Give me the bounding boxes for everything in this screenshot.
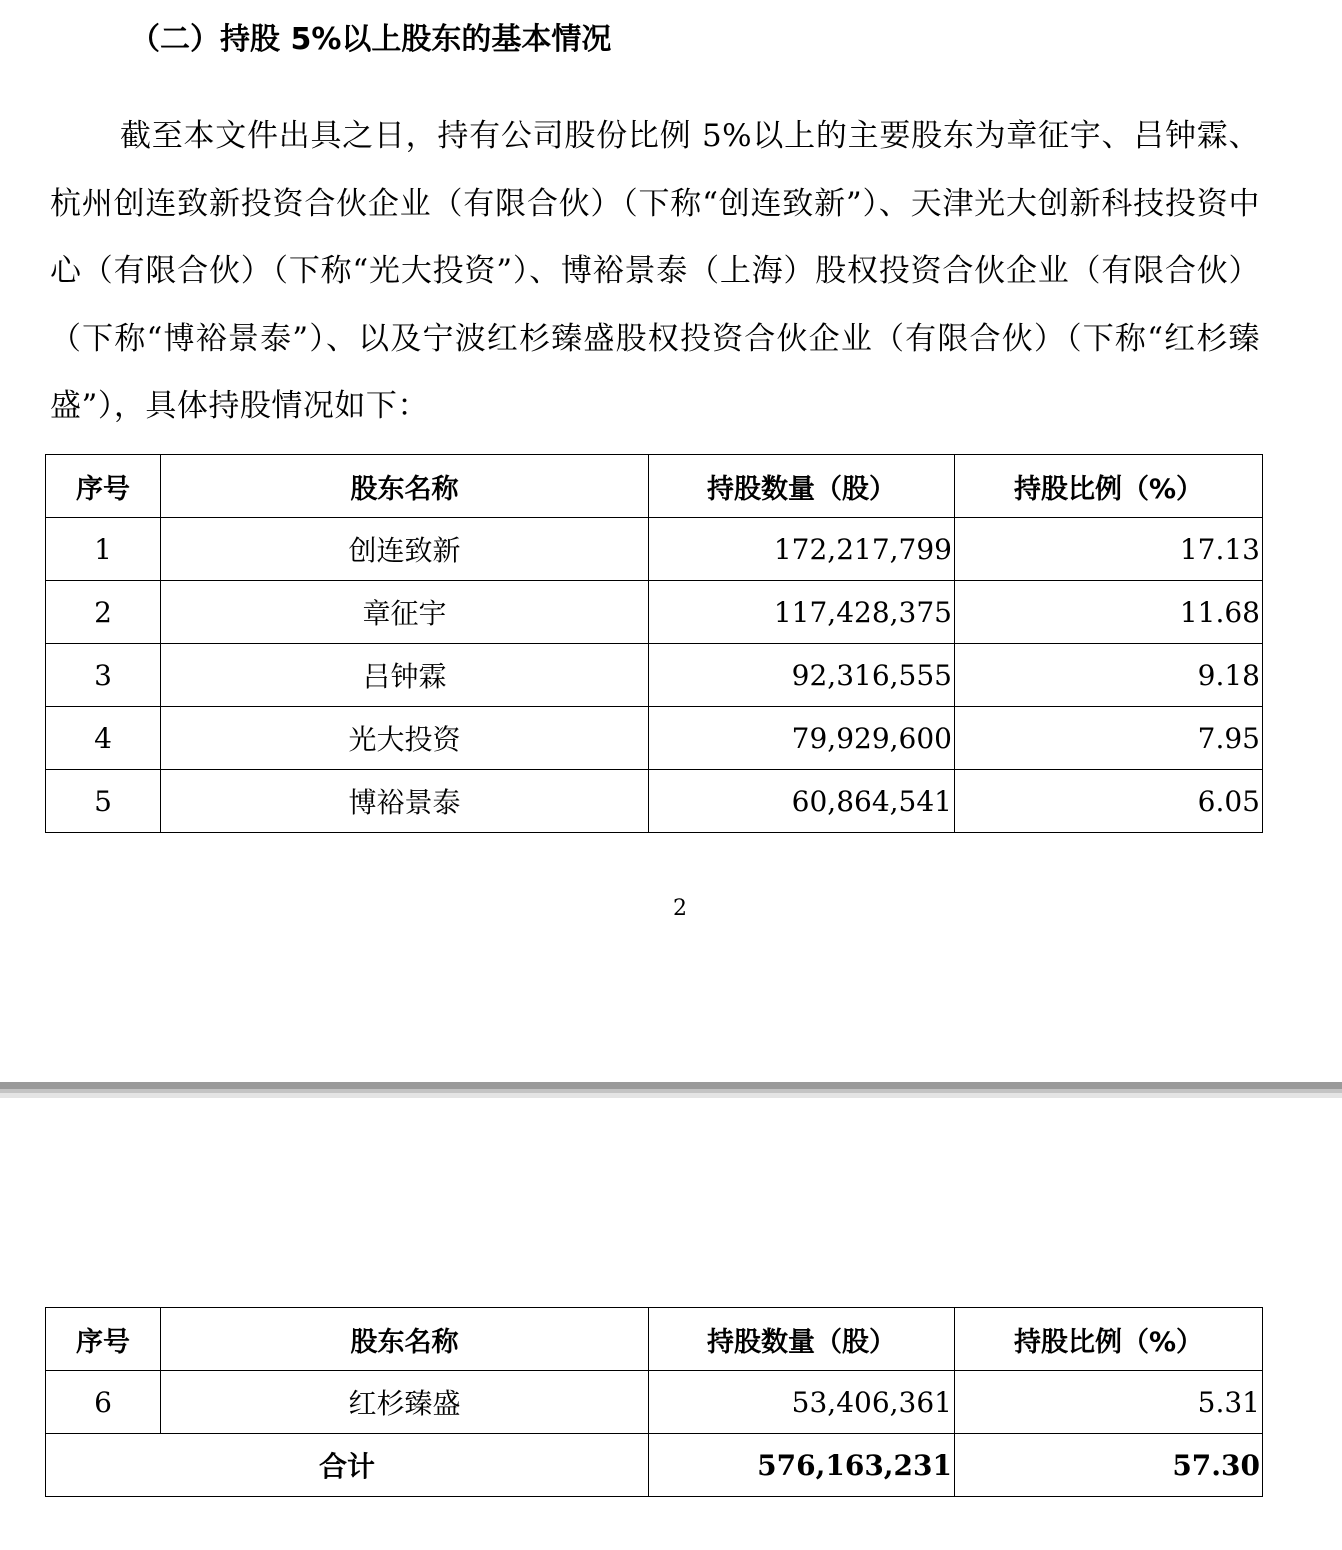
row-name: 吕钟霖 — [161, 644, 649, 707]
table-total-row — [46, 1434, 1263, 1497]
header-ratio: 持股比例（%） — [955, 455, 1263, 518]
total-shares: 576,163,231 — [649, 1434, 955, 1497]
table-row — [46, 581, 1263, 644]
header-name: 股东名称 — [161, 455, 649, 518]
row-no: 5 — [46, 770, 161, 833]
row-shares: 60,864,541 — [649, 770, 955, 833]
row-ratio: 6.05 — [955, 770, 1263, 833]
header-shares: 持股数量（股） — [649, 455, 955, 518]
row-no: 2 — [46, 581, 161, 644]
row-ratio: 17.13 — [955, 518, 1263, 581]
table-row — [46, 644, 1263, 707]
table-row — [46, 707, 1263, 770]
header-shares: 持股数量（股） — [649, 1308, 955, 1371]
row-ratio: 7.95 — [955, 707, 1263, 770]
row-no: 6 — [46, 1371, 161, 1434]
section-heading: （二）持股 5%以上股东的基本情况 — [130, 22, 612, 57]
row-ratio: 11.68 — [955, 581, 1263, 644]
row-name: 红杉臻盛 — [161, 1371, 649, 1434]
row-name: 创连致新 — [161, 518, 649, 581]
header-no: 序号 — [46, 455, 161, 518]
page-break-divider — [0, 1082, 1342, 1098]
table-header-row — [46, 1308, 1263, 1371]
row-shares: 92,316,555 — [649, 644, 955, 707]
header-name: 股东名称 — [161, 1308, 649, 1371]
table-header-row — [46, 455, 1263, 518]
total-label: 合计 — [46, 1434, 649, 1497]
intro-paragraph: 截至本文件出具之日，持有公司股份比例 5%以上的主要股东为章征宇、吕钟霖、杭州创连致新投资合伙企业（有限合伙）（下称“创连致新”）、天津光大创新科技投资中心（有限合伙）（下称“光大投资”）、博裕景泰（上海）股权投资合伙企业（有限合伙）（下称“博裕景泰”）、以及宁波红杉臻盛股权投资合伙企业（有限合伙）（下称“红杉臻盛”），具体持股情况如下： — [50, 118, 1260, 424]
divider-band-light — [0, 1093, 1342, 1098]
table-row — [46, 770, 1263, 833]
row-name: 章征宇 — [161, 581, 649, 644]
divider-band-dark — [0, 1082, 1342, 1089]
row-shares: 172,217,799 — [649, 518, 955, 581]
row-no: 3 — [46, 644, 161, 707]
row-name: 光大投资 — [161, 707, 649, 770]
row-ratio: 5.31 — [955, 1371, 1263, 1434]
header-ratio: 持股比例（%） — [955, 1308, 1263, 1371]
row-shares: 53,406,361 — [649, 1371, 955, 1434]
table-row — [46, 1371, 1263, 1434]
row-shares: 117,428,375 — [649, 581, 955, 644]
row-ratio: 9.18 — [955, 644, 1263, 707]
row-no: 1 — [46, 518, 161, 581]
total-ratio: 57.30 — [955, 1434, 1263, 1497]
row-no: 4 — [46, 707, 161, 770]
header-no: 序号 — [46, 1308, 161, 1371]
page-number: 2 — [673, 896, 687, 921]
table-row — [46, 518, 1263, 581]
row-name: 博裕景泰 — [161, 770, 649, 833]
shareholder-table-page-1 — [45, 454, 1263, 833]
shareholder-table-page-2 — [45, 1307, 1263, 1497]
row-shares: 79,929,600 — [649, 707, 955, 770]
